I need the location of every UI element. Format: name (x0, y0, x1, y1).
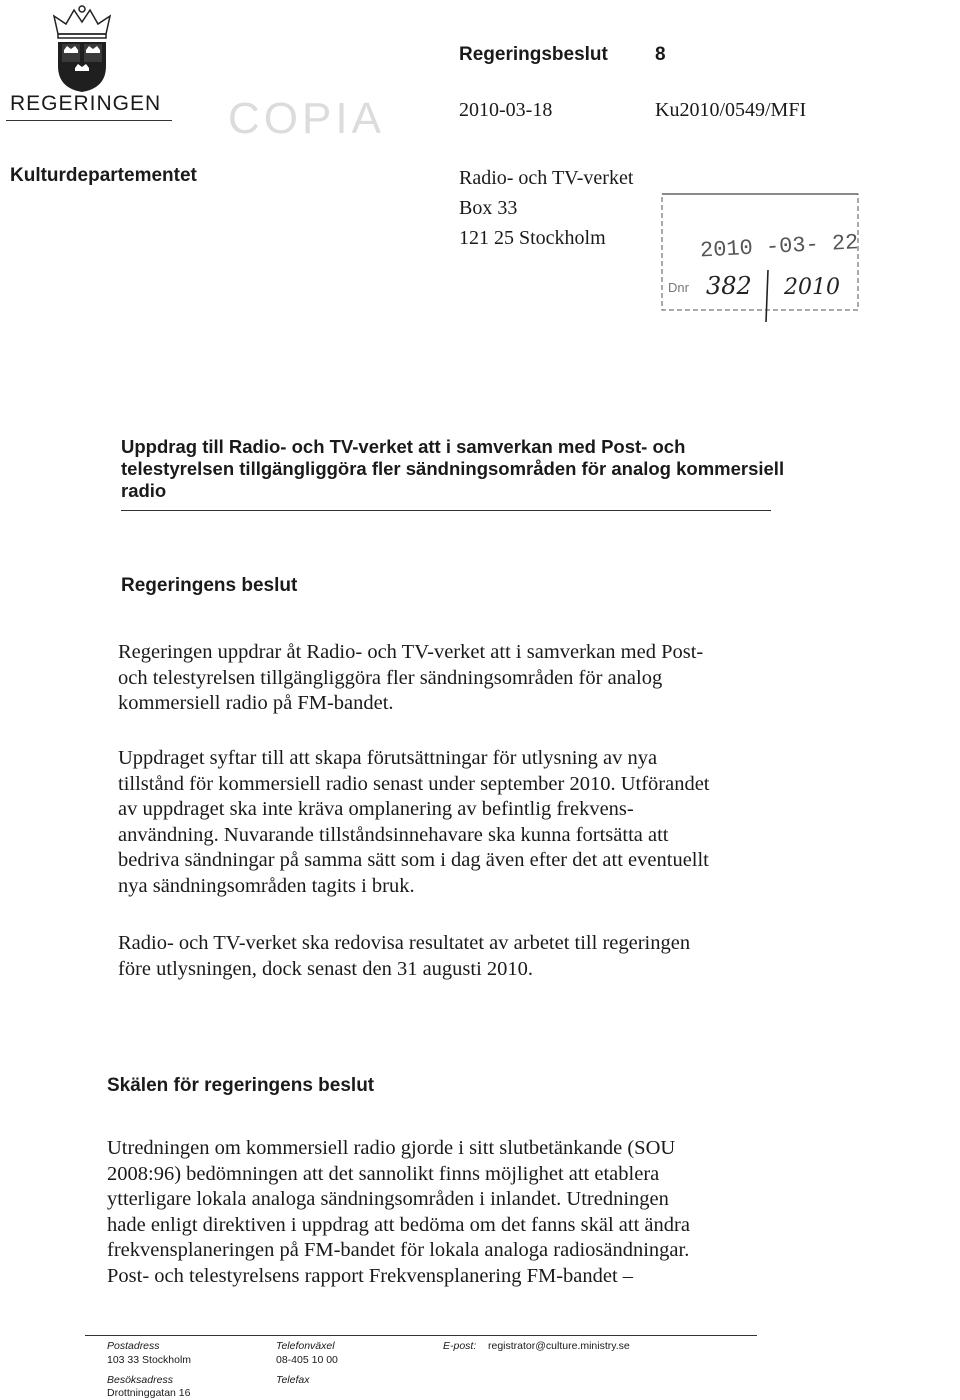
received-stamp (648, 178, 862, 322)
wordmark-underline (6, 120, 172, 121)
text-line: Radio- och TV-verket ska redovisa resultatet av arbetet till regeringen (118, 932, 691, 954)
text-line: frekvensplaneringen på FM-bandet för lokala analoga radiosändningar. (107, 1239, 690, 1261)
footer-email-label: E-post: (443, 1340, 477, 1352)
text-line: användning. Nuvarande tillståndsinnehavare ska kunna fortsätta att (118, 823, 669, 846)
document-type: Regeringsbeslut (459, 44, 608, 65)
stamp-handwritten-number: 382 (706, 272, 752, 300)
document-reference: Ku2010/0549/MFI (655, 99, 807, 121)
text-line: Uppdraget syftar till att skapa förutsättningar för utlysning av nya (118, 747, 658, 769)
decision-paragraph-3 (118, 931, 778, 982)
reasons-heading: Skälen för regeringens beslut (107, 1075, 375, 1096)
footer-visit-label: Besöksadress (107, 1374, 173, 1386)
recipient-city: 121 25 Stockholm (459, 227, 606, 249)
text-line: ytterligare lokala analoga sändningsområden i inlandet. Utredningen (107, 1188, 669, 1210)
footer-rule (85, 1335, 757, 1336)
footer-visit-address: Drottninggatan 16 (107, 1387, 191, 1399)
decision-paragraph-1 (118, 640, 778, 717)
text-line: bedriva sändningar på samma sätt som i dag även efter det att eventuellt (118, 849, 709, 871)
subject-title (121, 436, 785, 502)
footer-postal-label: Postadress (107, 1340, 160, 1352)
footer-phone-number: 08-405 10 00 (276, 1354, 338, 1366)
footer-fax-label: Telefax (276, 1374, 310, 1386)
footer-email-link[interactable]: registrator@culture.ministry.se (488, 1340, 630, 1352)
wordmark: REGERINGEN (10, 92, 162, 115)
subject-line-1: Uppdrag till Radio- och TV-verket att i samverkan med Post- och (121, 436, 686, 457)
decision-paragraph-2 (118, 746, 778, 899)
stamp-dnr-label: Dnr (668, 280, 689, 295)
recipient-box: Box 33 (459, 197, 518, 219)
government-crest-icon (44, 4, 120, 94)
department-name: Kulturdepartementet (10, 165, 197, 186)
text-line: kommersiell radio på FM-bandet. (118, 692, 394, 714)
stamp-handwritten-year: 2010 (784, 275, 840, 300)
text-line: Utredningen om kommersiell radio gjorde i sitt slutbetänkande (SOU (107, 1137, 676, 1159)
document-date: 2010-03-18 (459, 99, 553, 121)
text-line: av uppdraget ska inte kräva omplanering av befintlig frekvens- (118, 798, 634, 820)
footer-phone-label: Telefonväxel (276, 1340, 335, 1352)
subject-line-3: radio (121, 480, 167, 501)
text-line: Post- och telestyrelsens rapport Frekvensplanering FM-bandet – (107, 1264, 634, 1287)
text-line: Regeringen uppdrar åt Radio- och TV-verket att i samverkan med Post- (118, 641, 704, 663)
footer-postal-address: 103 33 Stockholm (107, 1354, 192, 1366)
text-line: före utlysningen, dock senast den 31 augusti 2010. (118, 957, 534, 980)
document-number: 8 (655, 44, 666, 65)
text-line: tillstånd för kommersiell radio senast under september 2010. Utförandet (118, 772, 710, 795)
text-line: och telestyrelsen tillgängliggöra fler sändningsområden för analog (118, 666, 663, 689)
subject-line-2: telestyrelsen tillgängliggöra fler sändningsområden för analog kommersiell (121, 458, 785, 479)
decision-heading: Regeringens beslut (121, 575, 298, 596)
text-line: nya sändningsområden tagits i bruk. (118, 874, 415, 897)
text-line: hade enligt direktiven i uppdrag att bedöma om det fanns skäl att ändra (107, 1213, 690, 1236)
subject-underline (121, 510, 771, 511)
text-line: 2008:96) bedömningen att det sannolikt finns möjlighet att etablera (107, 1162, 660, 1185)
reasons-paragraph-1 (107, 1136, 747, 1289)
copy-watermark: COPIA (228, 94, 385, 143)
stamp-date: 2010 -03- 22 (699, 230, 859, 264)
recipient-name: Radio- och TV-verket (459, 167, 634, 189)
